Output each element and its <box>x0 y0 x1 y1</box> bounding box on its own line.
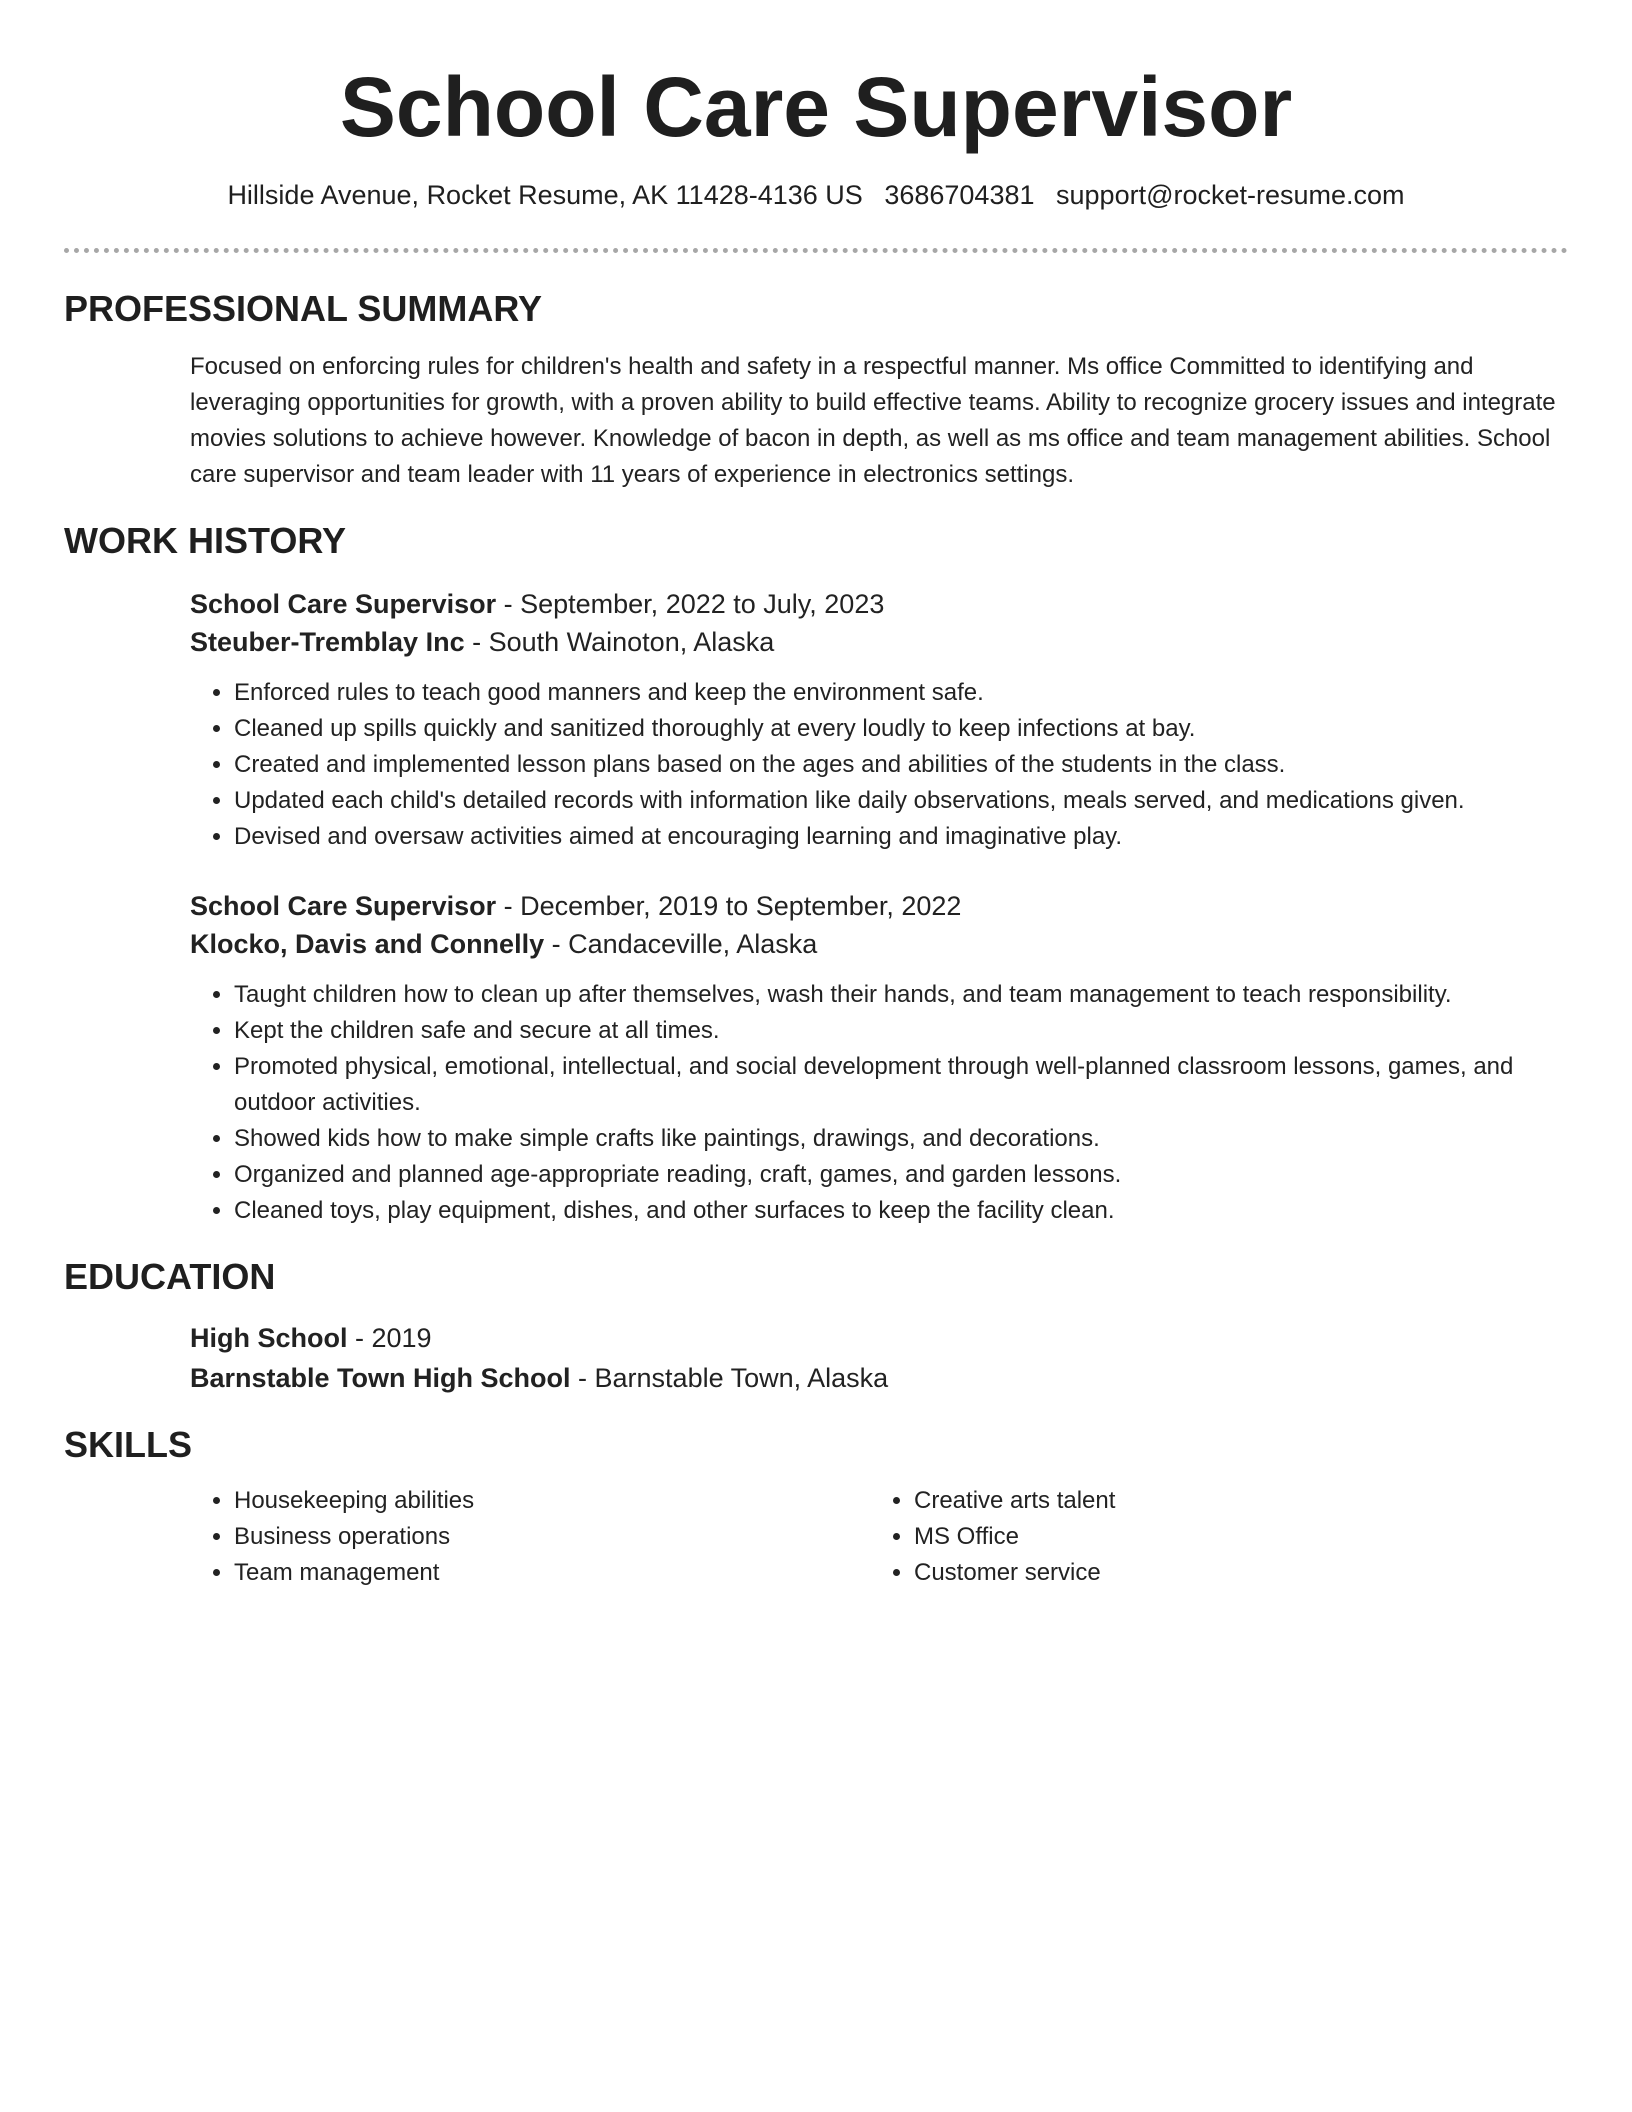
education-title: EDUCATION <box>64 1256 276 1297</box>
job-location: - South Wainoton, Alaska <box>464 627 775 657</box>
job-location: - Candaceville, Alaska <box>544 929 818 959</box>
list-item: • Enforced rules to teach good manners and keep the environment safe. <box>234 675 1568 711</box>
job-company: Steuber-Tremblay Inc <box>190 627 465 657</box>
header-divider <box>64 248 1568 253</box>
work-history-section <box>64 519 1568 1229</box>
job-entry <box>190 585 1568 855</box>
skill-item: • Team management <box>234 1555 870 1591</box>
list-item: • Showed kids how to make simple crafts like paintings, drawings, and decorations. <box>234 1121 1568 1157</box>
candidate-name: School Care Supervisor <box>339 60 1293 154</box>
skills-section <box>64 1423 1568 1591</box>
list-item: • Cleaned toys, play equipment, dishes, and other surfaces to keep the facility clean. <box>234 1193 1568 1229</box>
skills-column-right <box>870 1483 1550 1591</box>
list-item: • Updated each child's detailed records with information like daily observations, meals served, and medications given. <box>234 783 1568 819</box>
list-item: • Promoted physical, emotional, intellectual, and social development through well-planned classroom lessons, games, and outdoor activities. <box>234 1049 1568 1121</box>
education-school-line <box>190 1359 1568 1397</box>
education-school: Barnstable Town High School <box>190 1363 571 1393</box>
work-history-title: WORK HISTORY <box>64 520 347 561</box>
skill-item: • Business operations <box>234 1519 870 1555</box>
list-item: • Created and implemented lesson plans based on the ages and abilities of the students in the class. <box>234 747 1568 783</box>
contact-line <box>64 178 1568 212</box>
job-company: Klocko, Davis and Connelly <box>190 929 545 959</box>
job-role: School Care Supervisor <box>190 891 497 921</box>
summary-section <box>64 287 1568 493</box>
skills-title: SKILLS <box>64 1424 193 1465</box>
job-entry <box>190 887 1568 1229</box>
job-bullets <box>190 675 1568 855</box>
contact-email: support@rocket-resume.com <box>1056 180 1405 210</box>
resume-page <box>64 0 1568 1591</box>
skill-item: • MS Office <box>914 1519 1550 1555</box>
list-item: • Devised and oversaw activities aimed at encouraging learning and imaginative play. <box>234 819 1568 855</box>
education-location: - Barnstable Town, Alaska <box>570 1363 889 1393</box>
job-company-line <box>190 925 1568 963</box>
job-title-line <box>190 887 1568 925</box>
education-section <box>64 1255 1568 1397</box>
list-item: • Kept the children safe and secure at all times. <box>234 1013 1568 1049</box>
list-item: • Cleaned up spills quickly and sanitized thoroughly at every loudly to keep infections at bay. <box>234 711 1568 747</box>
job-dates: - December, 2019 to September, 2022 <box>496 891 962 921</box>
skills-grid <box>190 1483 1568 1591</box>
summary-title: PROFESSIONAL SUMMARY <box>64 288 543 329</box>
education-year: - 2019 <box>347 1323 432 1353</box>
job-company-line <box>190 623 1568 661</box>
skill-item: • Creative arts talent <box>914 1483 1550 1519</box>
contact-address: Hillside Avenue, Rocket Resume, AK 11428-4136 US <box>227 180 863 210</box>
contact-phone: 3686704381 <box>884 180 1035 210</box>
summary-text: Focused on enforcing rules for children's health and safety in a respectful manner. Ms office Committed to identifying and leveraging opportunities for growth, with a proven ability to build effective teams. Ability to recognize grocery issues and integrate movies solutions to achieve however. Knowledge of bacon in depth, as well as ms office and team management abilities. School care supervisor and team leader with 11 years of experience in electronics settings. <box>190 353 1556 488</box>
job-bullets <box>190 977 1568 1229</box>
job-dates: - September, 2022 to July, 2023 <box>496 589 885 619</box>
skill-item: • Customer service <box>914 1555 1550 1591</box>
list-item: • Organized and planned age-appropriate reading, craft, games, and garden lessons. <box>234 1157 1568 1193</box>
education-degree: High School <box>190 1323 348 1353</box>
education-degree-line <box>190 1319 1568 1357</box>
education-entry <box>190 1319 1568 1397</box>
skill-item: • Housekeeping abilities <box>234 1483 870 1519</box>
job-title-line <box>190 585 1568 623</box>
skills-column-left <box>190 1483 870 1591</box>
list-item: • Taught children how to clean up after themselves, wash their hands, and team management to teach responsibility. <box>234 977 1568 1013</box>
job-role: School Care Supervisor <box>190 589 497 619</box>
